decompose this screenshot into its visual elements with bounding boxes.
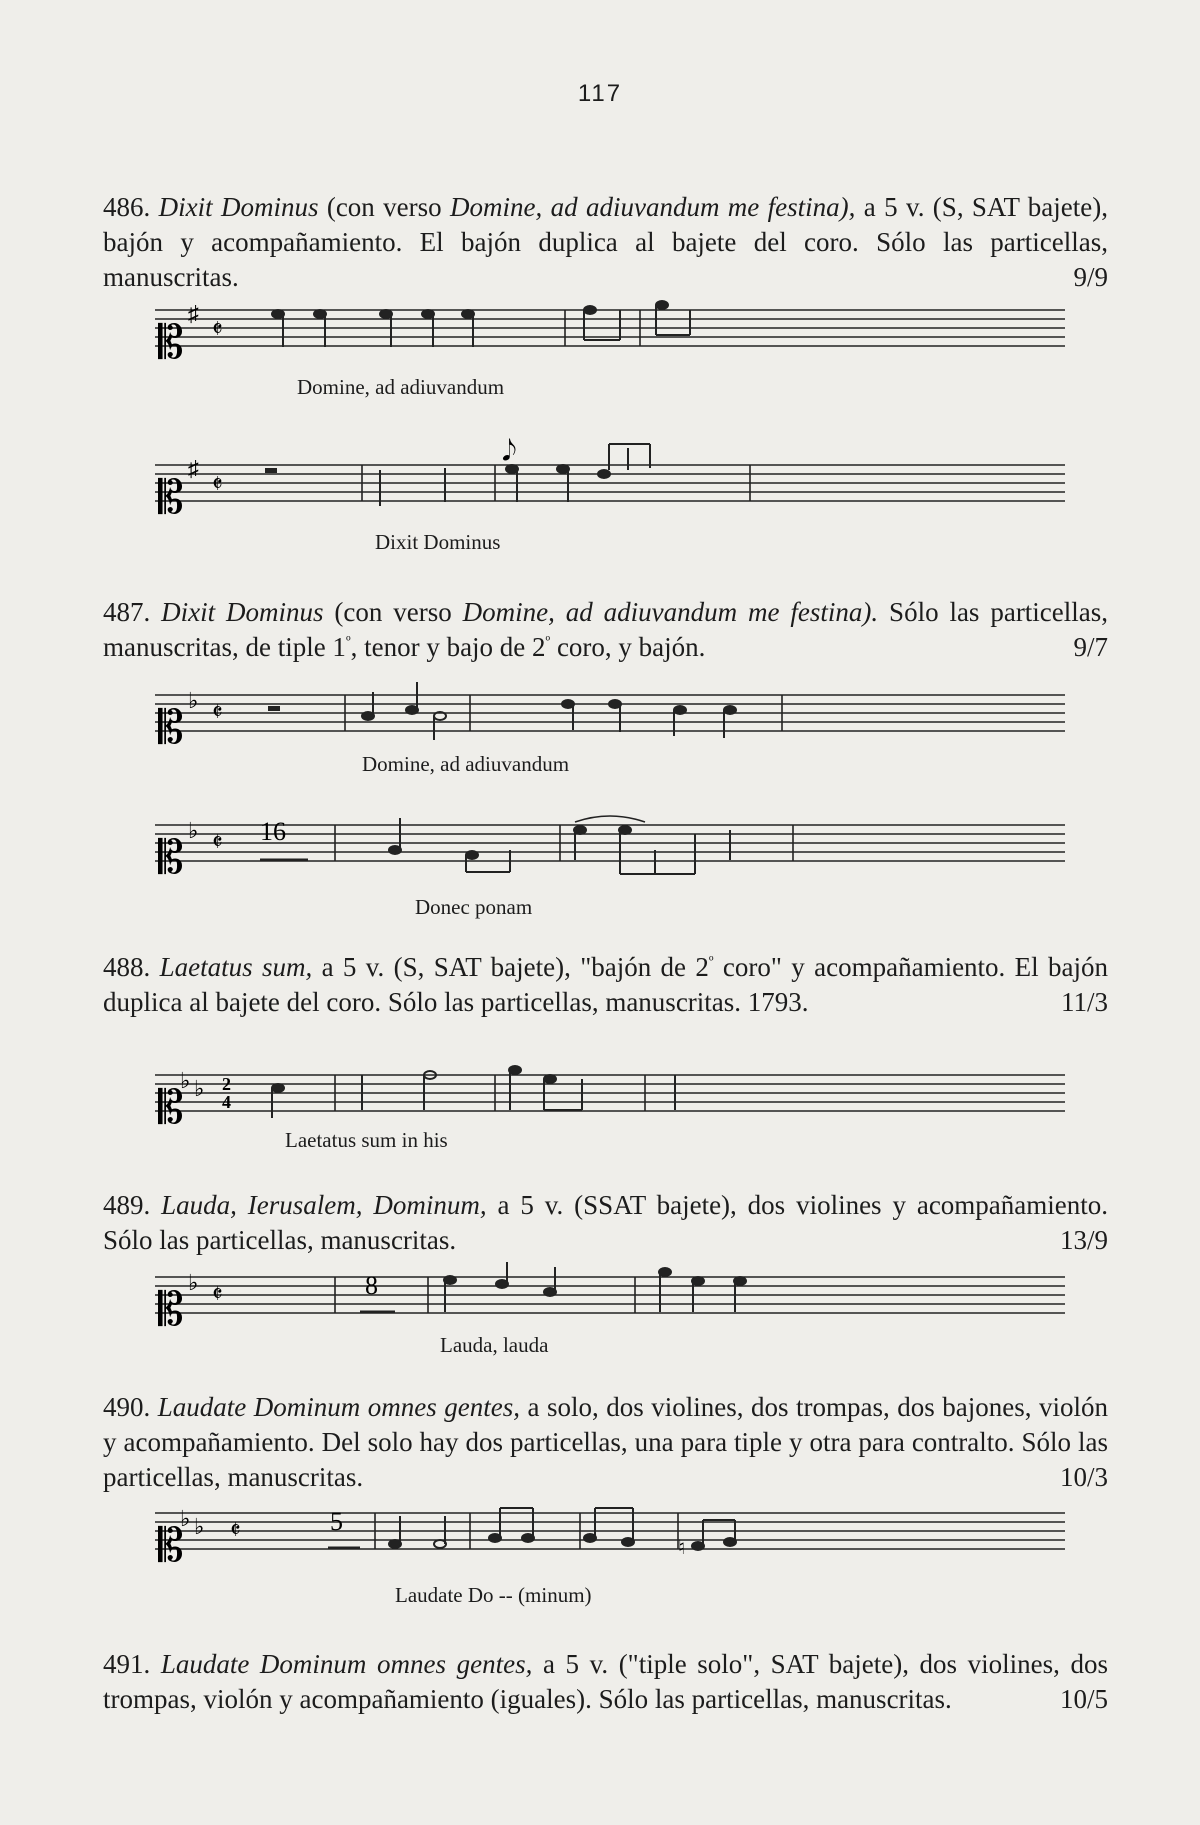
staff-notation xyxy=(150,1262,1070,1335)
staff-notation xyxy=(150,295,1070,369)
svg-text:𝄡: 𝄡 xyxy=(158,702,184,753)
entry-description: a 5 v. ("tiple solo", SAT bajete), dos violines, dos trompas, violón y acompañamiento (iguales). Sólo las particellas, manuscritas. xyxy=(103,1649,1109,1714)
entry-title: Laudate Dominum omnes gentes, xyxy=(160,1649,533,1679)
entry-description: a solo, dos violines, dos trompas, dos bajones, violón y acompañamiento. Del solo hay dos particellas, una para tiple y otra para contralto. Sólo las particellas, manuscritas. xyxy=(103,1392,1109,1492)
catalog-entry-486 xyxy=(103,190,1108,295)
catalog-entry-491 xyxy=(103,1647,1108,1717)
svg-text:𝄡: 𝄡 xyxy=(158,472,184,523)
svg-text:𝄵: 𝄵 xyxy=(212,700,223,726)
incipit-text: Lauda, lauda xyxy=(440,1333,549,1357)
entry-description: a 5 v. (S, SAT bajete), bajón y acompañamiento. El bajón duplica al bajete del coro. Sólo las particellas, manuscritas. xyxy=(103,192,1109,292)
catalog-entry-490 xyxy=(103,1390,1108,1495)
svg-text:♭: ♭ xyxy=(188,818,199,843)
incipit-text: Donec ponam xyxy=(415,895,533,919)
verse-title: Domine, ad adiuvandum me festina), xyxy=(450,192,856,222)
multi-measure-rest-count: 16 xyxy=(260,817,286,846)
catalog-entry-488 xyxy=(103,950,1108,1020)
music-incipit xyxy=(150,680,1070,753)
svg-text:♯: ♯ xyxy=(188,301,199,326)
entry-number: 486. xyxy=(103,192,151,222)
svg-text:𝄵: 𝄵 xyxy=(212,830,223,856)
svg-text:𝄡: 𝄡 xyxy=(158,832,184,883)
catalog-entry-489 xyxy=(103,1188,1108,1258)
entry-code: 9/7 xyxy=(1073,632,1108,662)
entry-title: Lauda, Ierusalem, Dominum, xyxy=(161,1190,487,1220)
svg-text:♭: ♭ xyxy=(194,1076,205,1101)
incipit-text: Laudate Do -- (minum) xyxy=(395,1583,592,1607)
svg-text:♯: ♯ xyxy=(188,456,199,481)
svg-text:𝄡: 𝄡 xyxy=(158,1284,184,1335)
music-incipit xyxy=(150,436,1070,523)
svg-text:𝅘𝅥𝅮: 𝅘𝅥𝅮 xyxy=(502,436,517,467)
svg-text:𝄡: 𝄡 xyxy=(158,1520,184,1571)
svg-text:𝄵: 𝄵 xyxy=(230,1518,241,1544)
entry-title: Laudate Dominum omnes gentes, xyxy=(157,1392,520,1422)
svg-text:♭: ♭ xyxy=(180,1068,191,1093)
staff-notation xyxy=(150,810,1070,885)
music-incipit xyxy=(150,1262,1070,1335)
svg-text:♭: ♭ xyxy=(188,1270,199,1295)
music-incipit xyxy=(150,295,1070,369)
svg-text:𝄵: 𝄵 xyxy=(212,317,223,343)
svg-text:𝄵: 𝄵 xyxy=(212,1282,223,1308)
entry-code: 10/5 xyxy=(1059,1684,1108,1714)
multi-measure-rest-count: 8 xyxy=(365,1271,378,1300)
svg-text:♭: ♭ xyxy=(180,1506,191,1531)
entry-description: a 5 v. (S, SAT bajete), "bajón de $2^º$ coro" y acompañamiento. El bajón duplica al bajete del coro. Sólo las particellas, manuscritas. 1793. xyxy=(103,952,1108,1017)
entry-title: Dixit Dominus xyxy=(158,192,319,222)
entry-number: 491. xyxy=(103,1649,151,1679)
staff-notation xyxy=(150,680,1070,753)
staff-notation xyxy=(150,436,1070,523)
entry-number: 488. xyxy=(103,952,151,982)
entry-title: Laetatus sum, xyxy=(159,952,313,982)
verse-title: Domine, ad adiuvandum me festina). xyxy=(462,597,879,627)
catalog-entry-487 xyxy=(103,595,1108,665)
svg-text:♭: ♭ xyxy=(194,1514,205,1539)
entry-number: 487. xyxy=(103,597,151,627)
incipit-text: Domine, ad adiuvandum xyxy=(362,752,570,776)
svg-text:♮: ♮ xyxy=(678,1537,686,1559)
verse-prefix: (con verso xyxy=(334,597,452,627)
multi-measure-rest-count: 5 xyxy=(330,1507,343,1536)
verse-prefix: (con verso xyxy=(326,192,442,222)
entry-code: 11/3 xyxy=(1061,987,1108,1017)
svg-text:𝄡: 𝄡 xyxy=(158,315,184,369)
entry-description: Sólo las particellas, manuscritas, de tiple $1^º$, tenor y bajo de $2^º$ coro, y bajón. xyxy=(103,597,1109,662)
incipit-text: Dixit Dominus xyxy=(375,530,501,554)
svg-text:𝄡: 𝄡 xyxy=(158,1082,184,1133)
staff-notation xyxy=(150,1060,1070,1133)
entry-number: 490. xyxy=(103,1392,151,1422)
music-incipit xyxy=(150,1498,1070,1573)
staff-notation xyxy=(150,1498,1070,1573)
page-number: 117 xyxy=(577,80,623,107)
entry-code: 13/9 xyxy=(1059,1225,1108,1255)
incipit-text: Domine, ad adiuvandum xyxy=(297,375,505,399)
music-incipit xyxy=(150,810,1070,885)
entry-number: 489. xyxy=(103,1190,151,1220)
svg-text:𝄵: 𝄵 xyxy=(212,472,223,498)
entry-title: Dixit Dominus xyxy=(161,597,324,627)
music-incipit xyxy=(150,1060,1070,1133)
entry-code: 9/9 xyxy=(1073,262,1108,292)
entry-code: 10/3 xyxy=(1059,1462,1108,1492)
svg-text:♭: ♭ xyxy=(188,688,199,713)
time-signature-top: 2 xyxy=(222,1074,231,1094)
incipit-text: Laetatus sum in his xyxy=(285,1128,448,1152)
time-signature-bottom: 4 xyxy=(222,1092,231,1112)
entry-description: a 5 v. (SSAT bajete), dos violines y acompañamiento. Sólo las particellas, manuscritas. xyxy=(103,1190,1109,1255)
